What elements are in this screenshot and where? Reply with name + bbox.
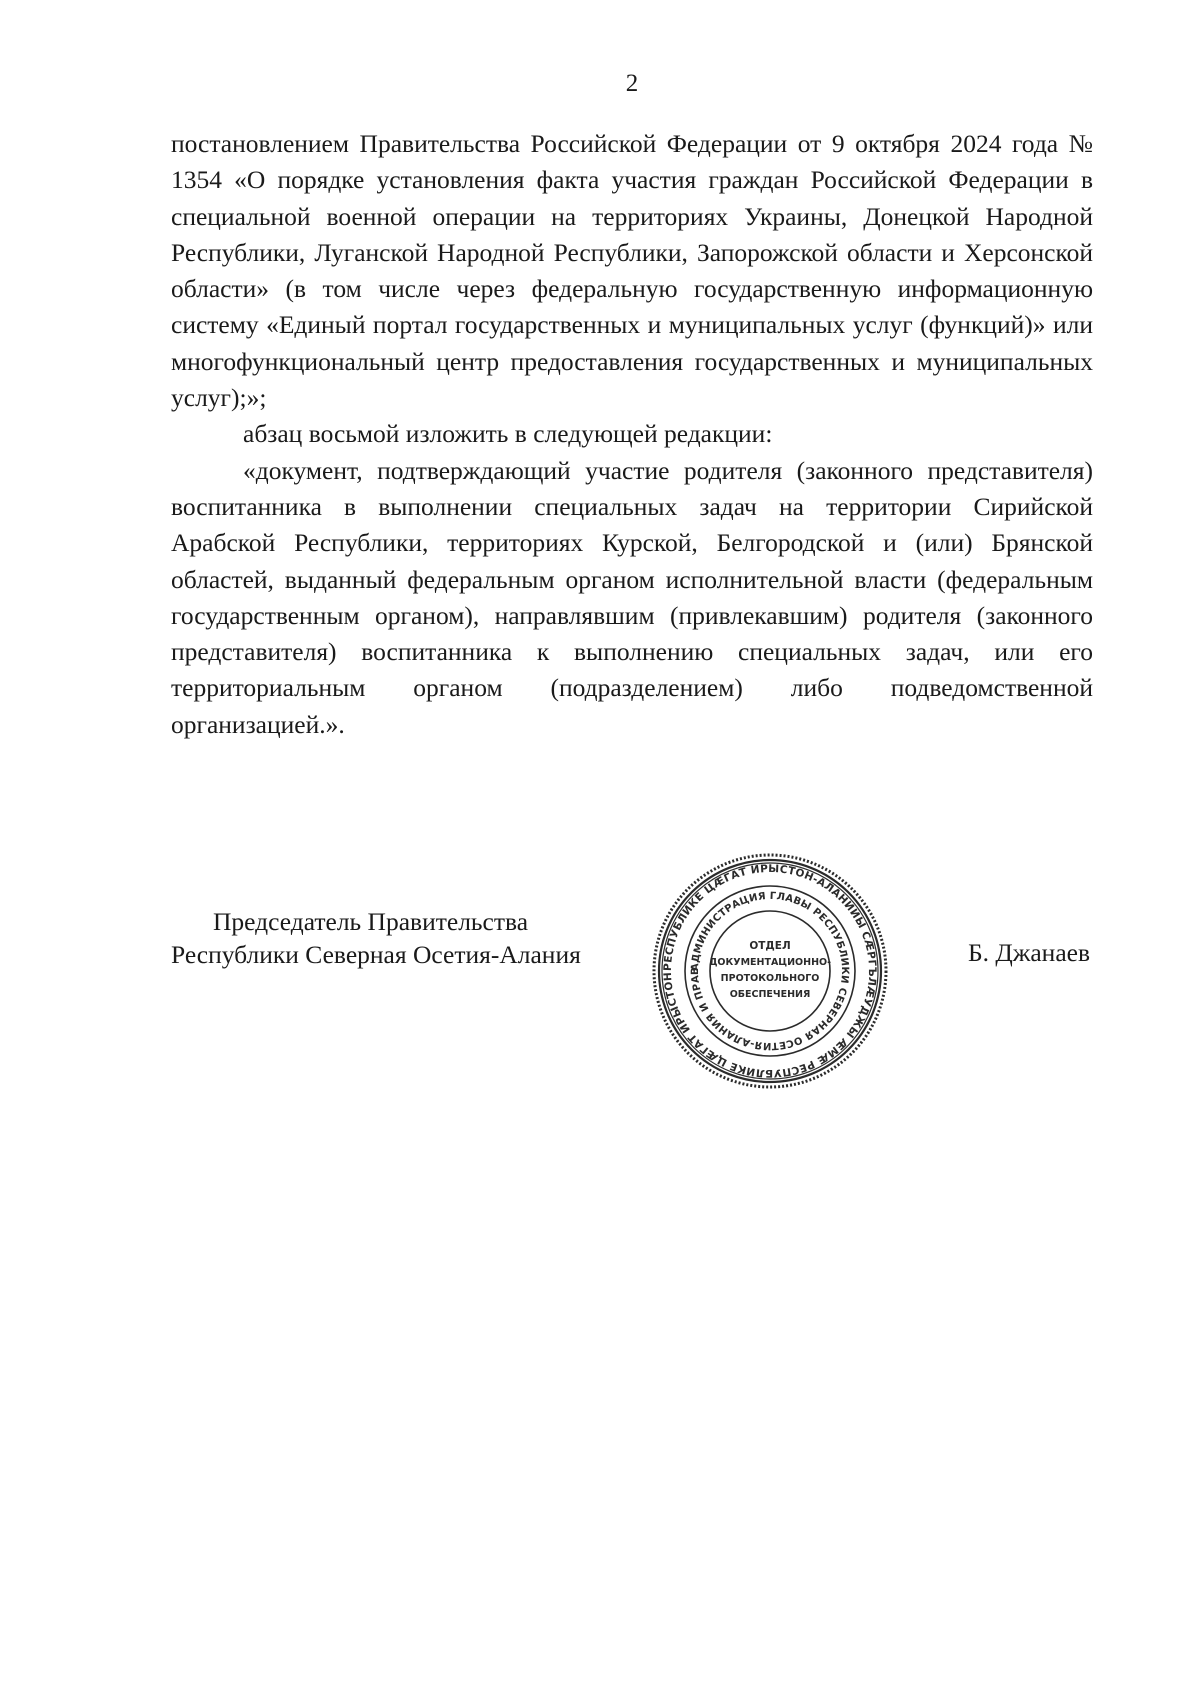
seal-outer-ring-text: РЕСПУБЛИКЕ ЦÆГАТ ИРЫСТОН-АЛАНИЙЫ СÆРГЪЛÆУДЖЫ ÆМÆ РЕСПУБЛИКЕ ЦÆГАТ ИРЫСТОН [661, 862, 879, 1080]
signature-title-line1: Председатель Правительства [213, 907, 529, 936]
seal-center-line-1: ОТДЕЛ [749, 940, 791, 952]
document-body [171, 126, 1093, 743]
page-number: 2 [625, 70, 639, 97]
paragraph-continuation: постановлением Правительства Российской Федерации от 9 октября 2024 года № 1354 «О порядке установления факта участия граждан Российской Федерации в специальной военной операции на территориях Украины, Донецкой Народной Республики, Луганской Народной Республики, Запорожской области и Херсонской области» (в том числе через федеральную государственную информационную систему «Единый портал государственных и муниципальных услуг (функций)» или многофункциональный центр предоставления государственных и муниципальных услуг);»; [171, 129, 1093, 413]
seal-center-line-2: ДОКУМЕНТАЦИОННО- [708, 957, 832, 968]
signature-title-line2: Республики Северная Осетия-Алания [171, 940, 581, 969]
seal-graphic [650, 851, 890, 1091]
paragraph-amendment-text: «документ, подтверждающий участие родителя (законного представителя) воспитанника в выполнении специальных задач на территории Сирийской Арабской Республики, территориях Курской, Белгородской и (или) Брянской областей, выданный федеральным органом исполнительной власти (федеральным государственным органом), направлявшим (привлекавшим) родителя (законного представителя) воспитанника к выполнению специальных задач, или его территориальным органом (подразделением) либо подведомственной организацией.». [171, 455, 1093, 739]
paragraph-amendment-instruction: абзац восьмой изложить в следующей редакции: [243, 419, 773, 449]
seal-inner-ring-text: АДМИНИСТРАЦИЯ ГЛАВЫ РЕСПУБЛИКИ СЕВЕРНАЯ ОСЕТИЯ-АЛАНИЯ И ПРАВ [689, 890, 851, 1052]
signature-title [171, 905, 581, 971]
seal-center-line-4: ОБЕСПЕЧЕНИЯ [729, 989, 811, 1000]
seal-center-line-3: ПРОТОКОЛЬНОГО [720, 973, 820, 984]
signer-name: Б. Джанаев [967, 938, 1090, 967]
official-seal-stamp [650, 851, 890, 1091]
